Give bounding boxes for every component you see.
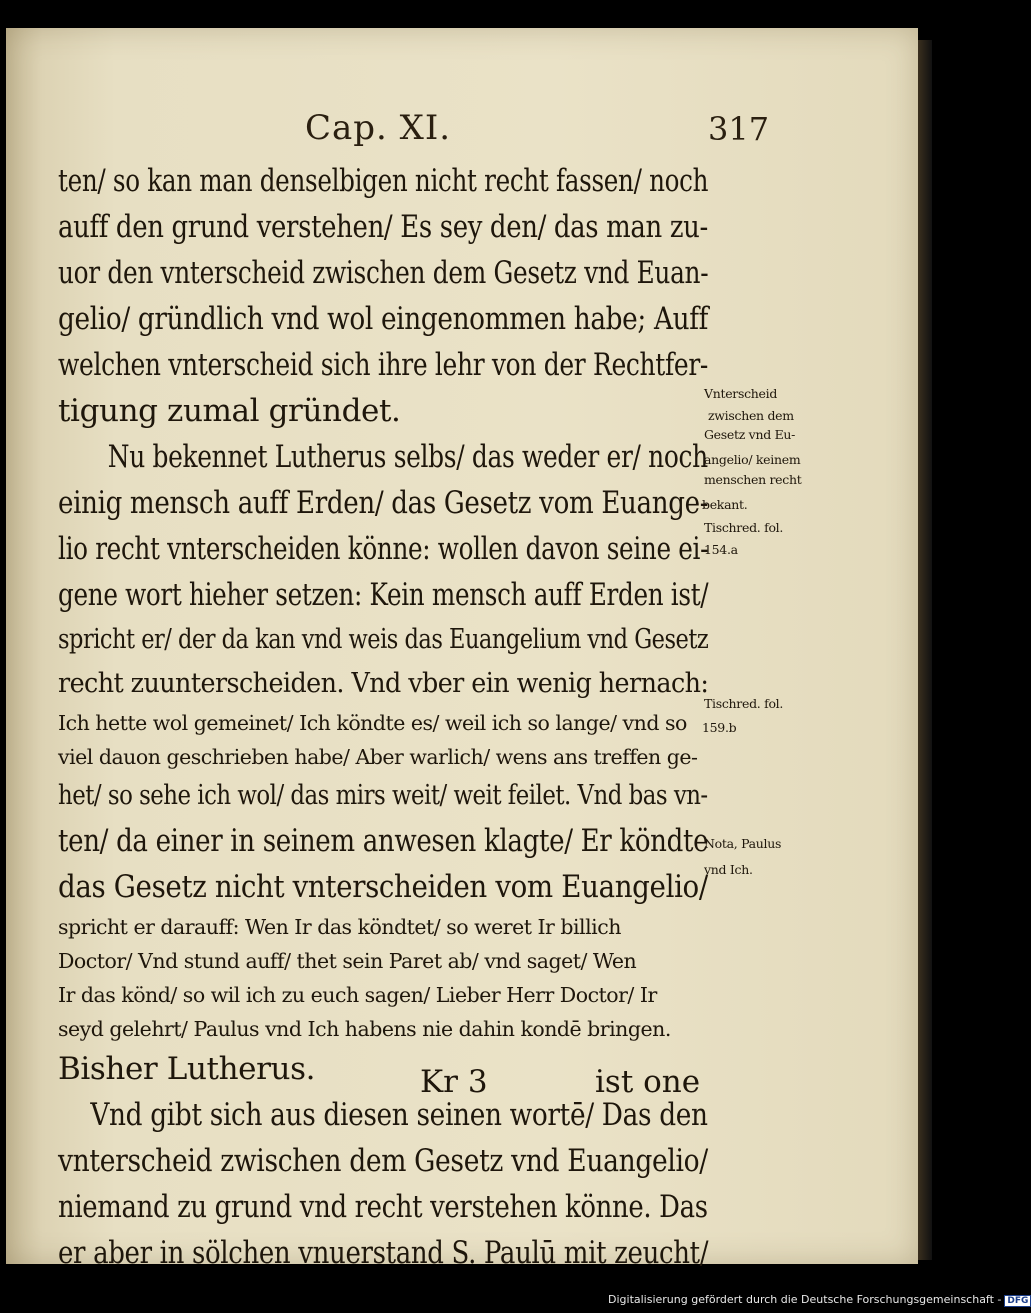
text-line: seyd gelehrt/ Paulus vnd Ich habens nie dahin kondē bringen. bbox=[58, 1017, 671, 1041]
page-number: 317 bbox=[708, 110, 770, 148]
signature-mark: Kr 3 bbox=[420, 1064, 488, 1100]
dfg-logo[interactable]: DFG bbox=[1004, 1295, 1031, 1307]
margin-note: 154.a bbox=[704, 542, 738, 557]
margin-note: Vnterscheid bbox=[704, 386, 778, 401]
text-line: auff den grund verstehen/ Es sey den/ das man zu- bbox=[58, 209, 708, 245]
margin-note: Nota, Paulus bbox=[704, 836, 782, 851]
text-line: einig mensch auff Erden/ das Gesetz vom Euange- bbox=[58, 485, 709, 521]
text-line: uor den vnterscheid zwischen dem Gesetz vnd Euan- bbox=[58, 255, 709, 291]
credit-text: Digitalisierung gefördert durch die Deutsche Forschungsgemeinschaft - bbox=[608, 1293, 1002, 1306]
page-edge-shadow bbox=[918, 40, 932, 1260]
text-line: lio recht vnterscheiden könne: wollen davon seine ei- bbox=[58, 531, 709, 567]
text-line: Ir das könd/ so wil ich zu euch sagen/ Lieber Herr Doctor/ Ir bbox=[58, 983, 657, 1007]
margin-note: Tischred. fol. bbox=[704, 696, 784, 711]
margin-note: vnd Ich. bbox=[704, 862, 753, 877]
text-line: Bisher Lutherus. bbox=[58, 1051, 316, 1087]
text-line: Doctor/ Vnd stund auff/ thet sein Paret ab/ vnd saget/ Wen bbox=[58, 949, 637, 973]
margin-note: bekant. bbox=[702, 497, 748, 512]
text-line: het/ so sehe ich wol/ das mirs weit/ weit feilet. Vnd bas vn- bbox=[58, 780, 708, 811]
text-line: spricht er/ der da kan vnd weis das Euangelium vnd Gesetz bbox=[58, 624, 709, 655]
text-line: gelio/ gründlich vnd wol eingenommen habe; Auff bbox=[58, 301, 709, 337]
margin-note: angelio/ keinem bbox=[704, 452, 801, 467]
text-line: viel dauon geschrieben habe/ Aber warlich/ wens ans treffen ge- bbox=[58, 745, 698, 769]
text-line: Ich hette wol gemeinet/ Ich köndte es/ weil ich so lange/ vnd so bbox=[58, 711, 687, 735]
margin-note: zwischen dem bbox=[708, 408, 794, 423]
text-line: ten/ da einer in seinem anwesen klagte/ Er köndte bbox=[58, 823, 709, 859]
text-line: vnterscheid zwischen dem Gesetz vnd Euangelio/ bbox=[58, 1143, 708, 1179]
catchword: ist one bbox=[595, 1064, 701, 1100]
text-line: das Gesetz nicht vnterscheiden vom Euangelio/ bbox=[58, 869, 708, 905]
text-line: er aber in sölchen vnuerstand S. Paulū mit zeucht/ bbox=[58, 1235, 709, 1271]
text-line: niemand zu grund vnd recht verstehen könne. Das bbox=[58, 1189, 708, 1225]
text-line: Nu bekennet Lutherus selbs/ das weder er/ noch bbox=[107, 439, 708, 475]
margin-note: menschen recht bbox=[704, 472, 802, 487]
margin-note: 159.b bbox=[702, 720, 737, 735]
text-line: Vnd gibt sich aus diesen seinen wortē/ Das den bbox=[90, 1097, 708, 1133]
text-line: recht zuunterscheiden. Vnd vber ein wenig hernach: bbox=[58, 668, 709, 699]
margin-note: Gesetz vnd Eu- bbox=[704, 427, 796, 442]
body-text bbox=[58, 158, 708, 1276]
text-line: spricht er darauff: Wen Ir das köndtet/ so weret Ir billich bbox=[58, 915, 621, 939]
text-line: tigung zumal gründet. bbox=[58, 393, 401, 429]
text-line: ten/ so kan man denselbigen nicht recht fassen/ noch bbox=[58, 163, 709, 199]
chapter-heading: Cap. XI. bbox=[305, 108, 452, 148]
margin-note: Tischred. fol. bbox=[704, 520, 784, 535]
digitization-credit bbox=[608, 1293, 1031, 1309]
text-line: welchen vnterscheid sich ihre lehr von der Rechtfer- bbox=[58, 347, 709, 383]
text-line: gene wort hieher setzen: Kein mensch auff Erden ist/ bbox=[58, 577, 709, 613]
